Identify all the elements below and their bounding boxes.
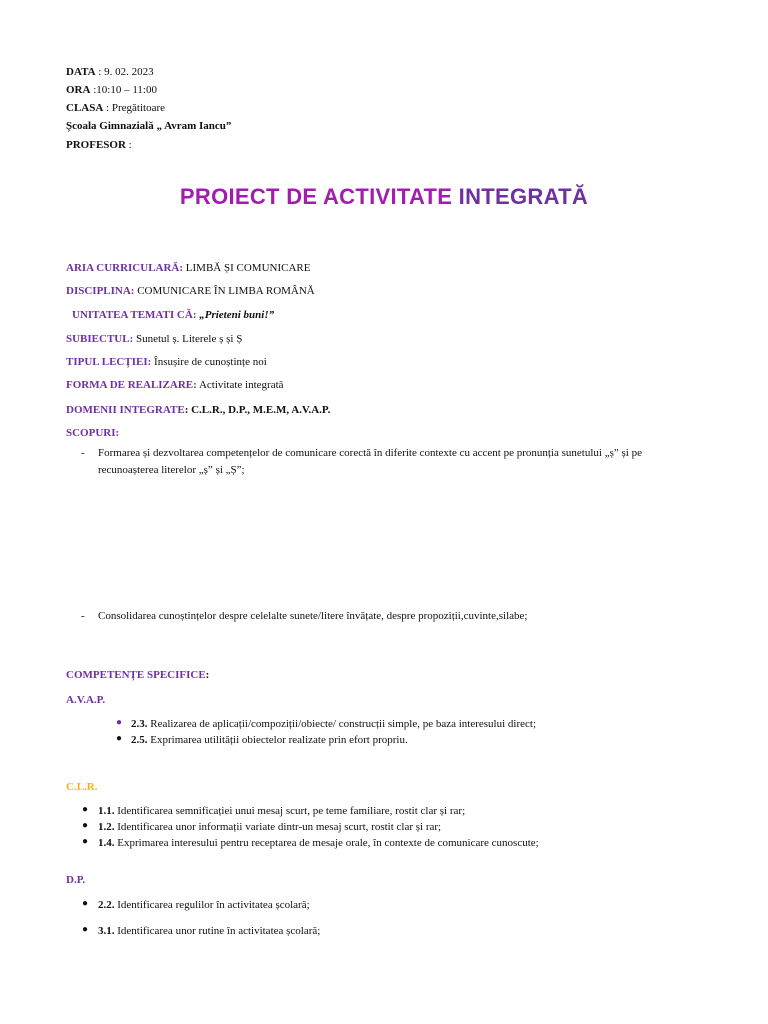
subiectul-line	[66, 333, 242, 345]
subiectul-label: SUBIECTUL:	[66, 333, 134, 345]
competente-heading-line	[66, 669, 209, 681]
scop-dash-1: -	[81, 447, 85, 459]
forma-value: Activitate integrată	[196, 379, 284, 391]
clr-item-2-text: Identificarea unor informații variate dintr-un mesaj scurt, rostit clar și rar;	[114, 821, 442, 833]
domenii-line	[66, 404, 330, 416]
scopuri-heading: SCOPURI:	[66, 427, 120, 439]
aria-line	[66, 262, 310, 274]
clr-item-3-code: 1.4.	[98, 837, 115, 849]
aria-value: LIMBĂ ȘI COMUNICARE	[183, 262, 311, 274]
avap-label: A.V.A.P.	[66, 694, 106, 706]
disciplina-label: DISCIPLINA:	[66, 285, 135, 297]
avap-item-2	[131, 734, 408, 746]
data-label: DATA	[66, 66, 96, 78]
data-value: : 9. 02. 2023	[95, 66, 154, 78]
dp-bullet-2: ●	[82, 924, 89, 935]
unitatea-label: UNITATEA TEMATI CĂ:	[72, 309, 197, 321]
scop-item-2: Consolidarea cunoștințelor despre celelalte sunete/litere învățate, despre propoziții,cuvinte,silabe;	[98, 610, 528, 622]
disciplina-value: COMUNICARE ÎN LIMBA ROMÂNĂ	[134, 285, 315, 297]
competente-heading-sep: :	[205, 669, 210, 681]
clr-item-2	[98, 821, 441, 833]
domenii-value: C.L.R., D.P., M.E.M, A.V.A.P.	[188, 404, 331, 416]
unitatea-value: „Prieteni buni!”	[196, 309, 275, 321]
avap-bullet-1: ●	[116, 717, 123, 728]
subiectul-value: Sunetul ș. Literele ș și Ș	[133, 333, 243, 345]
profesor-line	[66, 139, 132, 151]
domenii-label: DOMENII INTEGRATE	[66, 404, 185, 416]
clr-item-3-text: Exprimarea interesului pentru receptarea de mesaje orale, în contexte de comunicare cunoscute;	[114, 837, 539, 849]
aria-label: ARIA CURRICULARĂ:	[66, 262, 184, 274]
avap-item-2-text: Exprimarea utilității obiectelor realizate prin efort propriu.	[147, 734, 408, 746]
clr-bullet-2: ●	[82, 820, 89, 831]
avap-bullet-2: ●	[116, 733, 123, 744]
scop-item-1-line-2: recunoașterea literelor „ș” și „Ș”;	[98, 464, 245, 476]
tipul-value: Însușire de cunoștințe noi	[151, 356, 267, 368]
dp-item-1-text: Identificarea regulilor în activitatea școlară;	[114, 899, 310, 911]
clr-item-1-code: 1.1.	[98, 805, 115, 817]
clasa-label: CLASA	[66, 102, 104, 114]
forma-line	[66, 379, 284, 391]
disciplina-line	[66, 285, 315, 297]
clasa-value: : Pregătitoare	[103, 102, 165, 114]
clr-item-1-text: Identificarea semnificației unui mesaj scurt, pe teme familiare, rostit clar și rar;	[114, 805, 466, 817]
profesor-label: PROFESOR	[66, 139, 126, 151]
school-name: Școala Gimnazială „ Avram Iancu”	[66, 120, 232, 132]
dp-item-2-code: 3.1.	[98, 925, 115, 937]
profesor-value: :	[125, 139, 132, 151]
ora-line	[66, 84, 157, 96]
title-part-1: PROIECT DE ACTIVITATE	[179, 184, 453, 209]
clr-bullet-1: ●	[82, 804, 89, 815]
dp-bullet-1: ●	[82, 898, 89, 909]
tipul-label: TIPUL LECȚIEI:	[66, 356, 152, 368]
clasa-line	[66, 102, 165, 114]
title-part-2: INTEGRATĂ	[458, 184, 589, 209]
competente-heading: COMPETENȚE SPECIFICE	[66, 669, 206, 681]
scop-dash-2: -	[81, 610, 85, 622]
dp-item-1	[98, 899, 310, 911]
ora-label: ORA	[66, 84, 91, 96]
clr-item-1	[98, 805, 465, 817]
avap-item-1	[131, 718, 536, 730]
dp-item-2-text: Identificarea unor rutine în activitatea școlară;	[114, 925, 321, 937]
clr-label: C.L.R.	[66, 781, 98, 793]
avap-item-1-text: Realizarea de aplicații/compoziții/obiecte/ construcții simple, pe baza interesului direct;	[147, 718, 537, 730]
domenii-sep: :	[184, 404, 189, 416]
dp-label: D.P.	[66, 874, 86, 886]
dp-item-2	[98, 925, 320, 937]
dp-item-1-code: 2.2.	[98, 899, 115, 911]
unitatea-line	[72, 309, 274, 321]
avap-item-2-code: 2.5.	[131, 734, 148, 746]
forma-label: FORMA DE REALIZARE:	[66, 379, 197, 391]
clr-item-2-code: 1.2.	[98, 821, 115, 833]
data-line	[66, 66, 154, 78]
tipul-line	[66, 356, 267, 368]
page-title	[0, 184, 768, 210]
ora-value: :10:10 – 11:00	[90, 84, 157, 96]
avap-item-1-code: 2.3.	[131, 718, 148, 730]
clr-item-3	[98, 837, 539, 849]
scop-item-1-line-1: Formarea și dezvoltarea competențelor de comunicare corectă în diferite contexte cu accent pe pronunția sunetului „ș” și pe	[98, 447, 642, 459]
clr-bullet-3: ●	[82, 836, 89, 847]
